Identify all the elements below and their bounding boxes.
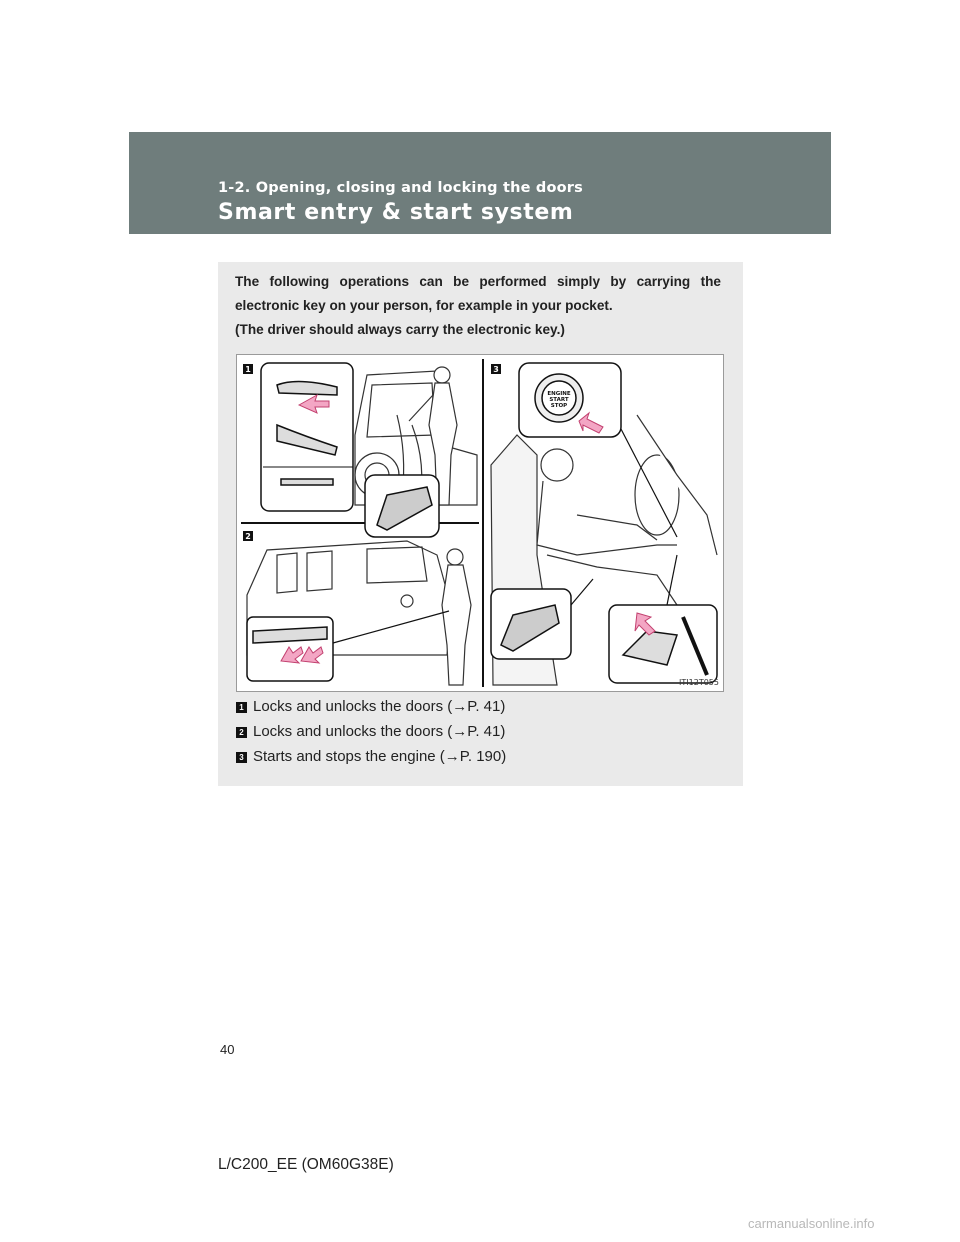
start-label: START: [549, 397, 569, 403]
section-label: 1-2. Opening, closing and locking the doors: [218, 180, 583, 196]
engine-start-button-inset: [519, 363, 621, 437]
item-text: Locks and unlocks the doors (→P. 41): [253, 723, 506, 740]
document-id: L/C200_EE (OM60G38E): [218, 1156, 394, 1173]
item-list: [236, 698, 506, 773]
list-item: [236, 723, 506, 748]
callout-2: [243, 531, 253, 541]
item-number-badge: 2: [236, 727, 247, 738]
callout-1: [243, 364, 253, 374]
pointer-line: [333, 611, 449, 643]
key-fob-1: [365, 475, 439, 537]
item-number-badge: 1: [236, 702, 247, 713]
page-number: 40: [220, 1042, 235, 1057]
callout-3-label: 3: [493, 365, 499, 374]
illustration: [236, 354, 724, 692]
engine-label: ENGINE: [547, 391, 571, 397]
page-title: Smart entry & start system: [218, 200, 574, 225]
handle-inset: [261, 363, 353, 511]
list-item: [236, 748, 506, 773]
brake-pedal-inset: [609, 605, 717, 683]
illustration-drawing: [237, 355, 723, 691]
person-2-drawing: [442, 549, 471, 685]
intro-text: [235, 270, 721, 342]
key-fob-3: [491, 589, 571, 659]
figure-code: ITI12T055: [679, 678, 719, 687]
item-number-badge: 3: [236, 752, 247, 763]
callout-2-label: 2: [245, 532, 251, 541]
item-text: Locks and unlocks the doors (→P. 41): [253, 698, 506, 715]
watermark: carmanualsonline.info: [748, 1216, 875, 1231]
intro-line: (The driver should always carry the electronic key.): [235, 322, 565, 337]
stop-label: STOP: [550, 403, 568, 409]
item-text: Starts and stops the engine (→P. 190): [253, 748, 507, 765]
intro-line: The following operations can be performed simply by carrying the: [235, 274, 721, 289]
callout-1-label: 1: [245, 365, 251, 374]
callout-3: [491, 364, 501, 374]
list-item: [236, 698, 506, 723]
intro-line: electronic key on your person, for example in your pocket.: [235, 298, 613, 313]
